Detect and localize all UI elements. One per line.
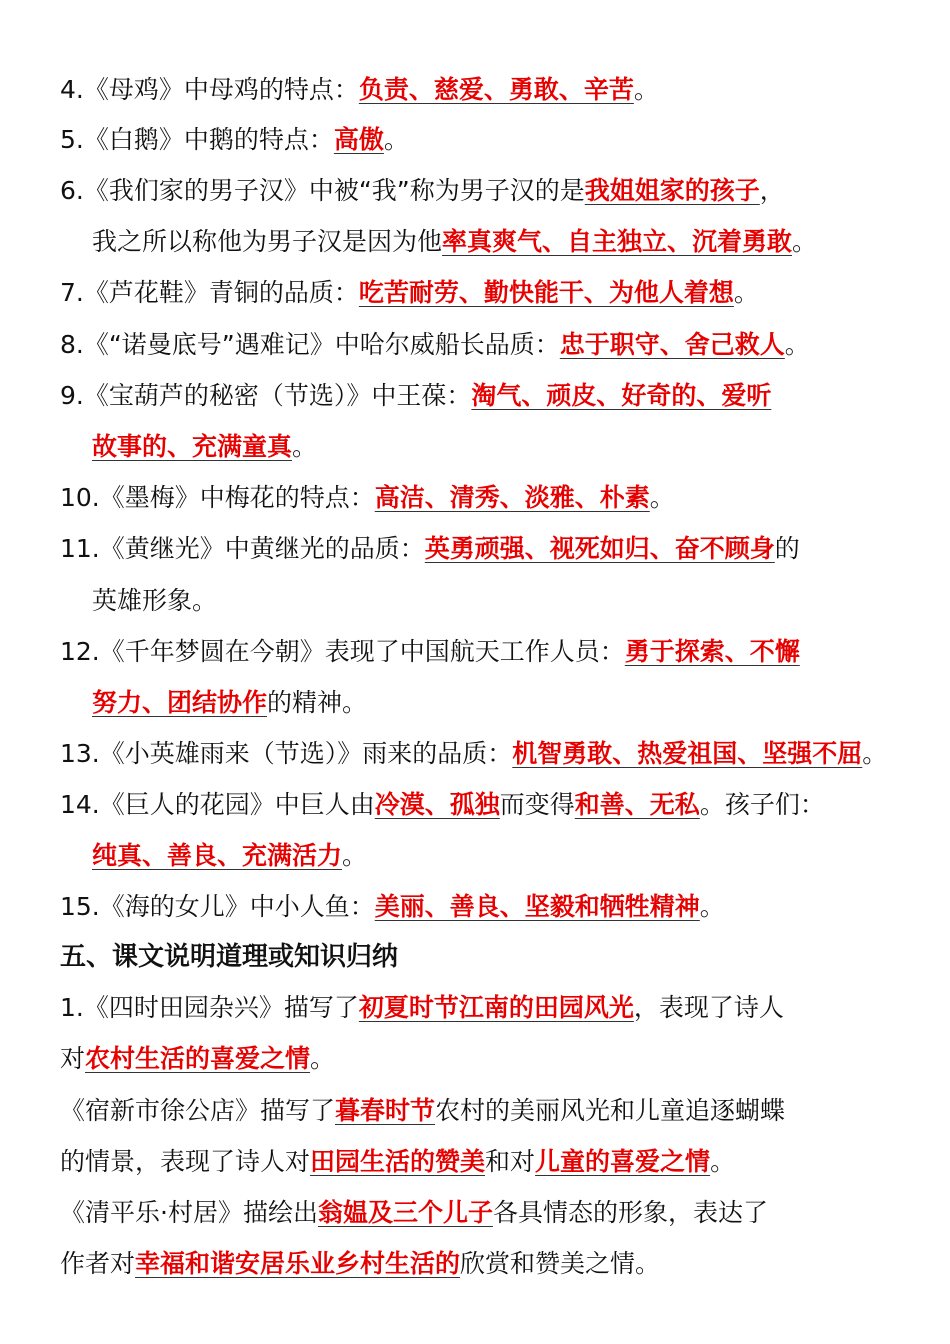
prompt-text: ，表现了诗人	[633, 993, 784, 1022]
prompt-text: 15.《海的女儿》中小人鱼：	[60, 892, 375, 921]
prompt-text: 的精神。	[267, 688, 368, 717]
answer-text: 冷漠、孤独	[374, 790, 500, 819]
answer-text: 英勇顽强、视死如归、奋不顾身	[424, 534, 775, 563]
answer-text: 儿童的喜爱之情	[535, 1147, 711, 1176]
prompt-text: 6.《我们家的男子汉》中被“我”称为男子汉的是	[60, 176, 585, 205]
prompt-text: 1.《四时田园杂兴》描写了	[60, 993, 359, 1022]
line-14	[60, 738, 887, 770]
prompt-text: 。	[649, 483, 675, 512]
prompt-text: 4.《母鸡》中母鸡的特点：	[60, 75, 359, 104]
line-16	[92, 840, 367, 872]
prompt-text: 13.《小英雄雨来（节选）》雨来的品质：	[60, 739, 513, 768]
answer-text: 农村生活的喜爱之情	[85, 1044, 311, 1073]
prompt-text: 《清平乐·村居》描绘出	[60, 1198, 318, 1227]
prompt-text: 。孩子们：	[699, 790, 825, 819]
answer-text: 勇于探索、不懈	[624, 637, 800, 666]
answer-text: 田园生活的赞美	[310, 1147, 486, 1176]
prompt-text: 而变得	[499, 790, 575, 819]
prompt-text: 。	[633, 75, 659, 104]
answer-text: 美丽、善良、坚毅和牺牲精神	[374, 892, 700, 921]
line-19	[60, 992, 784, 1024]
line-22	[60, 1146, 735, 1178]
line-21	[60, 1095, 785, 1127]
prompt-text: 我之所以称他为男子汉是因为他	[92, 227, 443, 256]
answer-text: 努力、团结协作	[92, 688, 268, 717]
answer-text: 淘气、顽皮、好奇的、爱听	[471, 381, 772, 410]
prompt-text: 欣赏和赞美之情。	[460, 1249, 661, 1278]
line-15	[60, 789, 825, 821]
prompt-text: 的情景，表现了诗人对	[60, 1147, 311, 1176]
prompt-text: 。	[792, 227, 818, 256]
prompt-text: 10.《墨梅》中梅花的特点：	[60, 483, 375, 512]
line-1	[60, 74, 659, 106]
prompt-text: 。	[699, 892, 725, 921]
answer-text: 负责、慈爱、勇敢、辛苦	[358, 75, 634, 104]
prompt-text: 英雄形象。	[92, 586, 218, 615]
line-10	[60, 533, 800, 565]
prompt-text: 。	[710, 1147, 736, 1176]
prompt-text: 各具情态的形象，表达了	[492, 1198, 768, 1227]
answer-text: 翁媪及三个儿子	[317, 1198, 493, 1227]
prompt-text: 农村的美丽风光和儿童追逐蝴蝶	[435, 1096, 786, 1125]
answer-text: 暮春时节	[335, 1096, 436, 1125]
answer-text: 忠于职守、舍己救人	[559, 330, 785, 359]
prompt-text: 。	[292, 432, 318, 461]
answer-text: 机智勇敢、热爱祖国、坚强不屈	[512, 739, 863, 768]
prompt-text: 五、课文说明道理或知识归纳	[60, 942, 399, 972]
line-7	[60, 380, 771, 412]
line-17	[60, 891, 725, 923]
prompt-text: ，	[759, 176, 785, 205]
prompt-text: 对	[60, 1044, 86, 1073]
answer-text: 高洁、清秀、淡雅、朴素	[374, 483, 650, 512]
line-20	[60, 1043, 335, 1075]
prompt-text: 《宿新市徐公店》描写了	[60, 1096, 336, 1125]
answer-text: 初夏时节江南的田园风光	[358, 993, 634, 1022]
line-3	[60, 175, 785, 207]
line-2	[60, 124, 409, 156]
prompt-text: 9.《宝葫芦的秘密（节选）》中王葆：	[60, 381, 472, 410]
answer-text: 纯真、善良、充满活力	[92, 841, 343, 870]
line-12	[60, 636, 800, 668]
line-8	[92, 431, 317, 463]
answer-text: 吃苦耐劳、勤快能干、为他人着想	[358, 278, 734, 307]
prompt-text: 8.《“诺曼底号”遇难记》中哈尔威船长品质：	[60, 330, 560, 359]
line-6	[60, 329, 810, 361]
answer-text: 故事的、充满童真	[92, 432, 293, 461]
prompt-text: 5.《白鹅》中鹅的特点：	[60, 125, 334, 154]
prompt-text: 12.《千年梦圆在今朝》表现了中国航天工作人员：	[60, 637, 625, 666]
line-11	[92, 585, 217, 617]
answer-text: 我姐姐家的孩子	[584, 176, 760, 205]
line-24	[60, 1248, 660, 1280]
prompt-text: 。	[310, 1044, 336, 1073]
answer-text: 和善、无私	[574, 790, 700, 819]
prompt-text: 。	[784, 330, 810, 359]
answer-text: 率真爽气、自主独立、沉着勇敢	[442, 227, 793, 256]
prompt-text: 11.《黄继光》中黄继光的品质：	[60, 534, 425, 563]
answer-text: 高傲	[333, 125, 384, 154]
section-heading	[60, 941, 398, 973]
prompt-text: 。	[383, 125, 409, 154]
prompt-text: 7.《芦花鞋》青铜的品质：	[60, 278, 359, 307]
prompt-text: 和对	[485, 1147, 536, 1176]
prompt-text: 作者对	[60, 1249, 136, 1278]
prompt-text: 。	[342, 841, 368, 870]
line-23	[60, 1197, 768, 1229]
prompt-text: 14.《巨人的花园》中巨人由	[60, 790, 375, 819]
prompt-text: 。	[862, 739, 888, 768]
answer-text: 幸福和谐安居乐业乡村生活的	[135, 1249, 461, 1278]
line-4	[92, 226, 817, 258]
prompt-text: 的	[774, 534, 800, 563]
line-9	[60, 482, 675, 514]
line-13	[92, 687, 367, 719]
line-5	[60, 277, 759, 309]
prompt-text: 。	[733, 278, 759, 307]
